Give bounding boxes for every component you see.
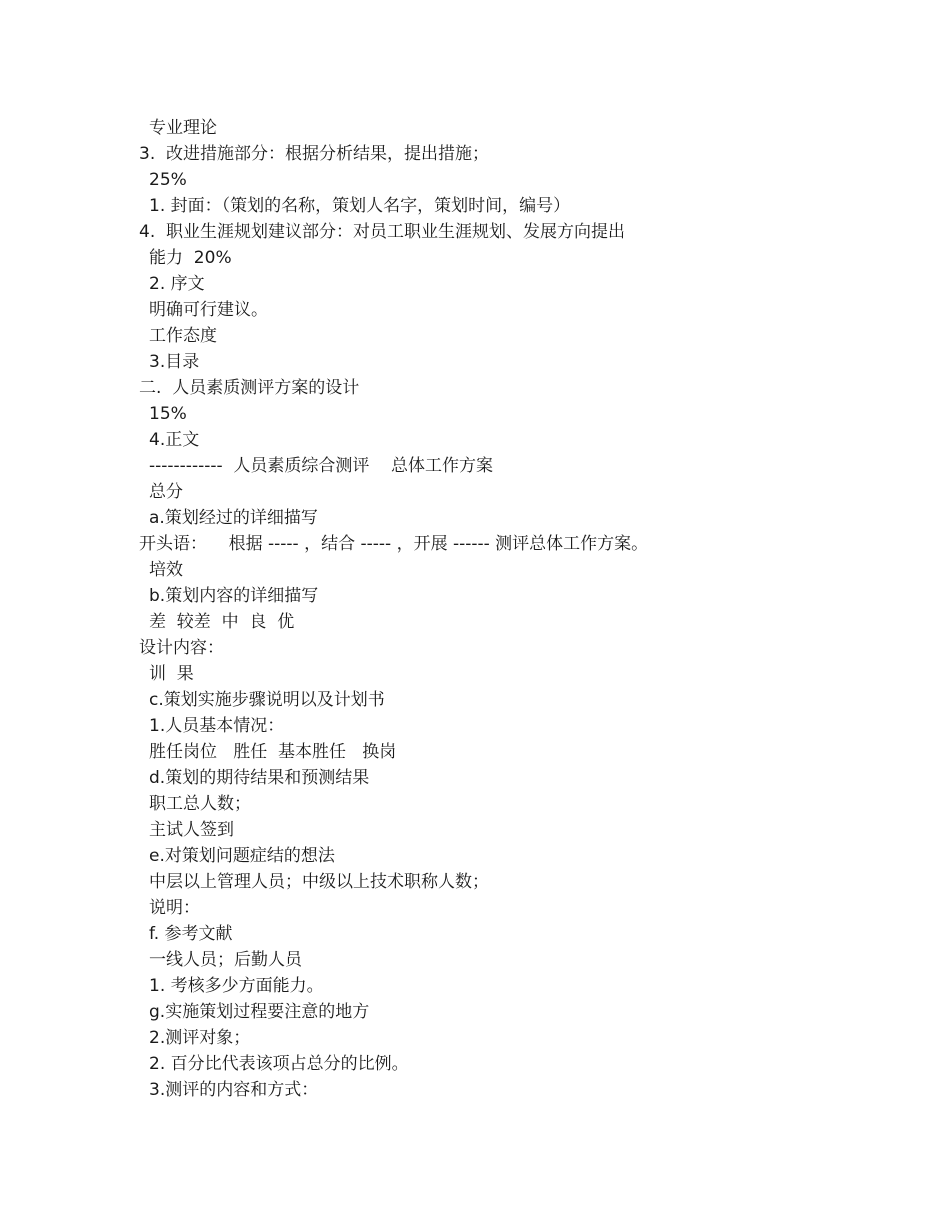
text-line: e.对策划问题症结的想法 [149,846,335,866]
text-line: 主试人签到 [149,820,234,840]
text-line: 2.测评对象； [149,1028,251,1048]
text-line: b.策划内容的详细描写 [149,586,319,606]
text-line: 15% [149,404,187,424]
text-line: 总分 [149,482,183,502]
text-line: 二. 人员素质测评方案的设计 [139,378,360,398]
text-line: f. 参考文献 [149,924,233,944]
text-line: 4. 职业生涯规划建议部分：对员工职业生涯规划、发展方向提出 [139,222,626,242]
text-line: 2. 序文 [149,274,205,294]
text-line: a.策划经过的详细描写 [149,508,318,528]
document-body [139,115,919,1103]
text-line: d.策划的期待结果和预测结果 [149,768,370,788]
text-line: 2. 百分比代表该项占总分的比例。 [149,1054,409,1074]
text-line: 1.人员基本情况： [149,716,285,736]
text-line: 训 果 [149,664,194,684]
text-line: 说明： [149,898,200,918]
text-line: 3.测评的内容和方式： [149,1080,319,1100]
text-line: g.实施策划过程要注意的地方 [149,1002,370,1022]
text-line: 一线人员；后勤人员 [149,950,302,970]
text-line: 3. 改进措施部分：根据分析结果，提出措施； [139,144,490,164]
text-line: 1. 考核多少方面能力。 [149,976,324,996]
text-line: 专业理论 [149,118,217,138]
text-line: 设计内容： [139,638,224,658]
text-line: 开头语： 根据 ----- ，结合 ----- ，开展 ------ 测评总体工作方案。 [139,534,649,554]
text-line: c.策划实施步骤说明以及计划书 [149,690,385,710]
text-line: 25% [149,170,187,190]
text-line: 能力 20% [149,248,232,268]
text-line: 胜任岗位 胜任 基本胜任 换岗 [149,742,397,762]
text-line: 职工总人数； [149,794,251,814]
text-line: 明确可行建议。 [149,300,268,320]
text-line: 1. 封面：（策划的名称，策划人名字，策划时间，编号） [149,196,571,216]
text-line: 3.目录 [149,352,200,372]
text-line: 4.正文 [149,430,200,450]
text-line: 工作态度 [149,326,217,346]
text-line: 培效 [149,560,183,580]
text-line: ------------ 人员素质综合测评 总体工作方案 [149,456,494,476]
text-line: 中层以上管理人员；中级以上技术职称人数； [149,872,489,892]
text-line: 差 较差 中 良 优 [149,612,295,632]
